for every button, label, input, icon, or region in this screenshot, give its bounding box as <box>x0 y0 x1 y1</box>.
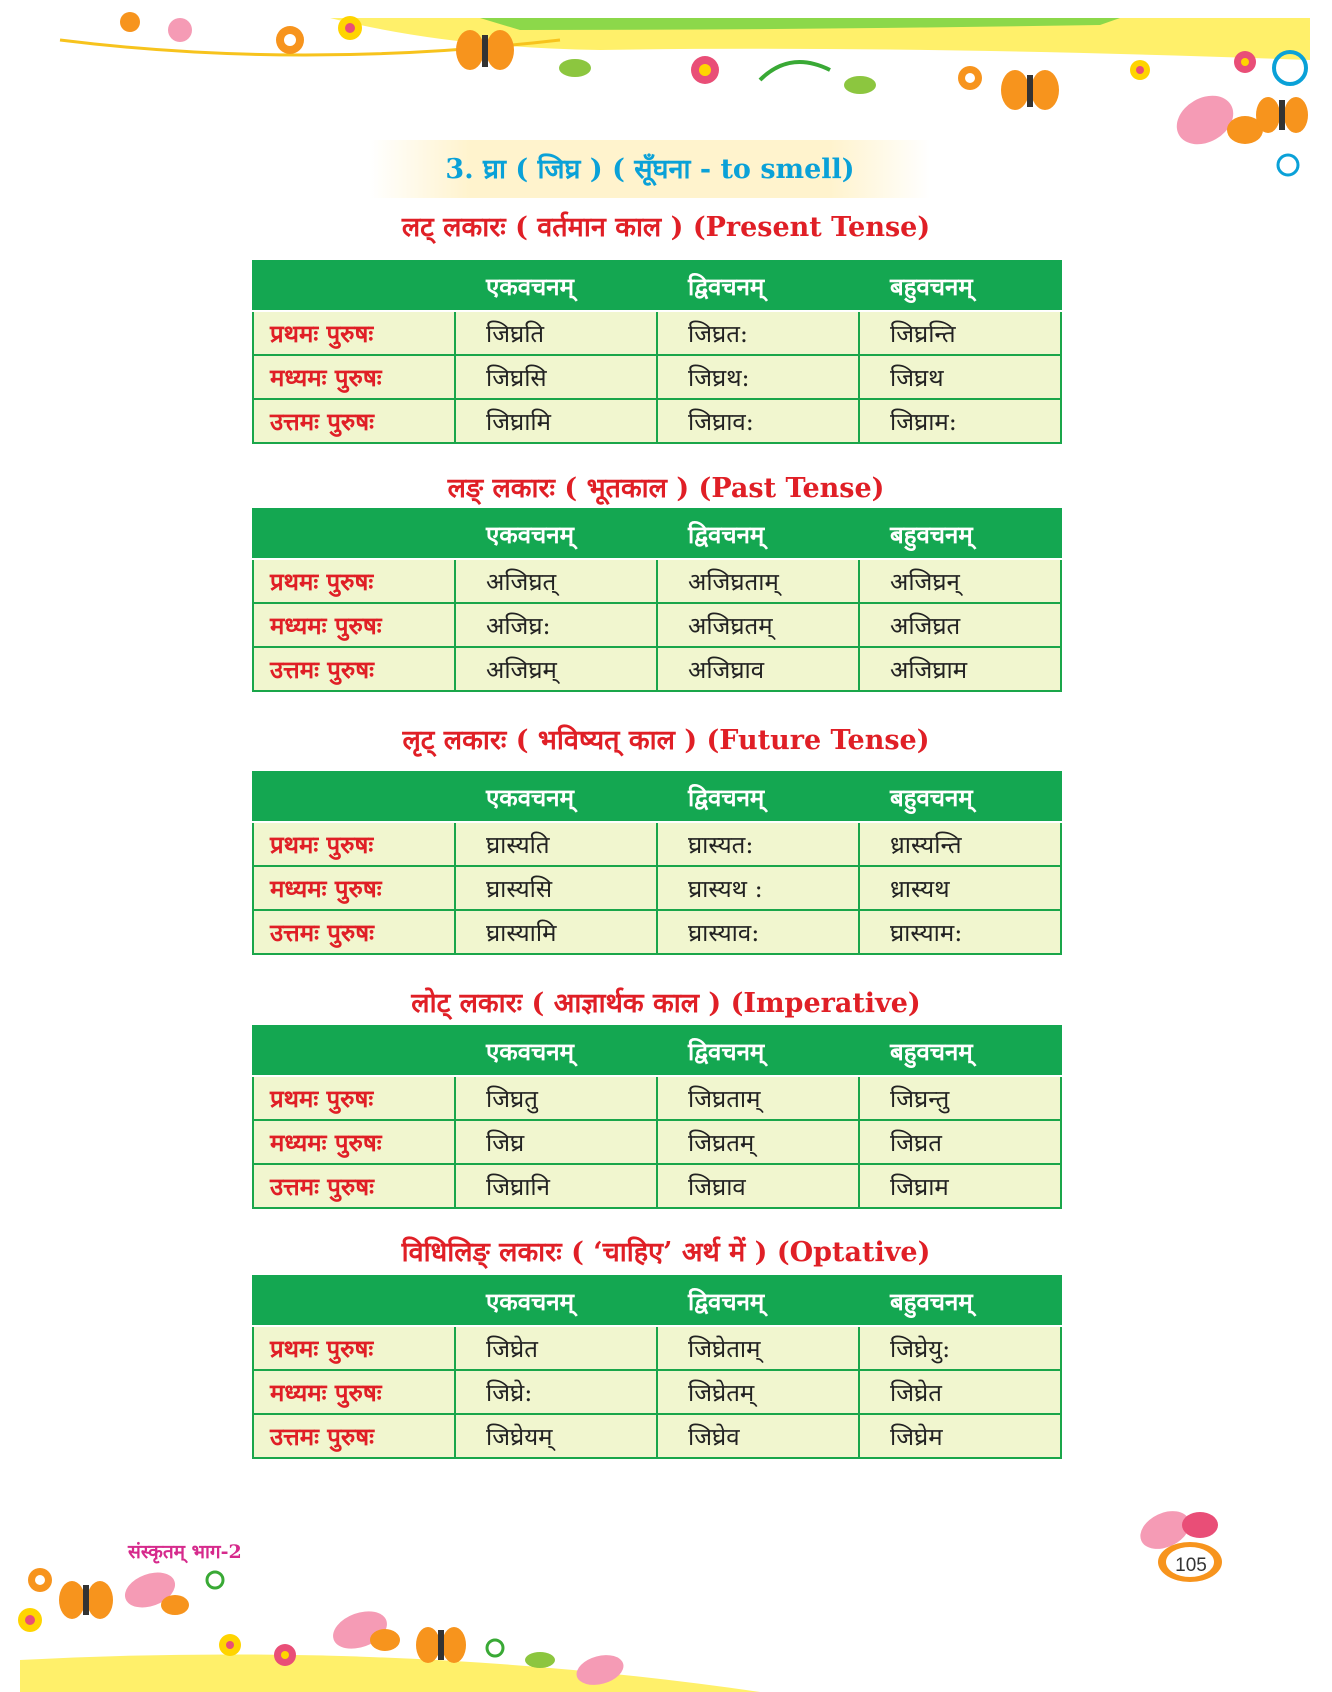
table-cell: अजिघ्रतम् <box>657 603 859 647</box>
person-label: प्रथमः पुरुषः <box>253 1326 455 1370</box>
header-cell <box>253 772 455 822</box>
table-cell: जिघ्रेयु: <box>859 1326 1061 1370</box>
table-cell: घ्रास्यसि <box>455 866 657 910</box>
table-cell: घ्रास्यथ : <box>657 866 859 910</box>
flower-icon <box>120 12 192 42</box>
table-row <box>253 311 1061 355</box>
heart-petals-icon <box>120 1566 189 1615</box>
person-label: मध्यमः पुरुषः <box>253 866 455 910</box>
table-cell: अजिघ्राम <box>859 647 1061 691</box>
table-row <box>253 1164 1061 1208</box>
header-cell <box>253 1276 455 1326</box>
table-cell: अजिघ्रत् <box>455 559 657 603</box>
section-heading-present: लट् लकारः ( वर्तमान काल ) (Present Tense) <box>401 212 931 243</box>
book-title: संस्कृतम् भाग-2 <box>128 1541 242 1563</box>
header-cell: एकवचनम् <box>455 261 657 311</box>
table-cell: जिघ्रत: <box>657 311 859 355</box>
table-cell: अजिघ्रताम् <box>657 559 859 603</box>
butterfly-icon <box>1001 70 1059 110</box>
table-header-row <box>253 772 1061 822</box>
table-cell: जिघ्र <box>455 1120 657 1164</box>
table-cell: जिघ्रेयम् <box>455 1414 657 1458</box>
person-label: उत्तमः पुरुषः <box>253 1414 455 1458</box>
butterfly-icon <box>59 1581 113 1619</box>
section-heading-imperative: लोट् लकारः ( आज्ञार्थक काल ) (Imperative) <box>411 988 921 1019</box>
table-cell: घ्रास्यामि <box>455 910 657 954</box>
conjugation-table-future <box>252 771 1062 955</box>
table-cell: ध्रास्यन्ति <box>859 822 1061 866</box>
header-cell: बहुवचनम् <box>859 772 1061 822</box>
table-row <box>253 399 1061 443</box>
header-cell: द्विवचनम् <box>657 509 859 559</box>
conjugation-table-past <box>252 508 1062 692</box>
table-cell: अजिघ्रत <box>859 603 1061 647</box>
heart-petals-icon <box>328 1604 400 1655</box>
header-cell: एकवचनम् <box>455 509 657 559</box>
table-cell: घ्रास्यत: <box>657 822 859 866</box>
table-header-row <box>253 261 1061 311</box>
table-cell: जिघ्रथ: <box>657 355 859 399</box>
table-cell: जिघ्रतम् <box>657 1120 859 1164</box>
table-header-row <box>253 1026 1061 1076</box>
table-row <box>253 603 1061 647</box>
butterfly-icon <box>1256 97 1308 133</box>
page-title: 3. घ्रा ( जिघ्र ) ( सूँघना - to smell) <box>445 154 855 185</box>
person-label: मध्यमः पुरुषः <box>253 603 455 647</box>
butterfly-icon <box>416 1627 466 1663</box>
table-row <box>253 1076 1061 1120</box>
header-cell <box>253 1026 455 1076</box>
person-label: प्रथमः पुरुषः <box>253 1076 455 1120</box>
table-cell: जिघ्राव <box>657 1164 859 1208</box>
header-cell: बहुवचनम् <box>859 1276 1061 1326</box>
flower-icon <box>691 56 719 84</box>
conjugation-table-imperative <box>252 1025 1062 1209</box>
header-cell: बहुवचनम् <box>859 509 1061 559</box>
heart-petals-icon <box>1168 86 1263 154</box>
person-label: मध्यमः पुरुषः <box>253 1370 455 1414</box>
person-label: मध्यमः पुरुषः <box>253 1120 455 1164</box>
section-heading-past: लङ् लकारः ( भूतकाल ) (Past Tense) <box>447 473 885 504</box>
conjugation-table-optative <box>252 1275 1062 1459</box>
person-label: उत्तमः पुरुषः <box>253 910 455 954</box>
flower-icon <box>338 16 362 40</box>
table-cell: जिघ्रेताम् <box>657 1326 859 1370</box>
header-cell: एकवचनम् <box>455 1276 657 1326</box>
section-heading-optative: विधिलिङ् लकारः ( ‘चाहिए’ अर्थ में ) (Optative) <box>401 1237 931 1268</box>
table-cell: जिघ्रेव <box>657 1414 859 1458</box>
leaf-icon <box>525 1652 555 1668</box>
table-cell: जिघ्रत <box>859 1120 1061 1164</box>
table-cell: जिघ्रतु <box>455 1076 657 1120</box>
table-cell: जिघ्रेतम् <box>657 1370 859 1414</box>
person-label: प्रथमः पुरुषः <box>253 559 455 603</box>
table-cell: ध्रास्यथ <box>859 866 1061 910</box>
section-heading-future: लृट् लकारः ( भविष्यत् काल ) (Future Tense) <box>402 725 930 756</box>
flower-icon <box>1130 60 1150 80</box>
table-row <box>253 355 1061 399</box>
table-row <box>253 559 1061 603</box>
table-cell: घ्रास्याम: <box>859 910 1061 954</box>
table-cell: जिघ्राम <box>859 1164 1061 1208</box>
header-cell: द्विवचनम् <box>657 1276 859 1326</box>
person-label: प्रथमः पुरुषः <box>253 822 455 866</box>
person-label: उत्तमः पुरुषः <box>253 1164 455 1208</box>
butterfly-icon <box>456 30 514 70</box>
table-cell: जिघ्राम: <box>859 399 1061 443</box>
table-cell: जिघ्रानि <box>455 1164 657 1208</box>
leaf-icon <box>844 76 876 94</box>
header-cell <box>253 261 455 311</box>
flower-icon <box>958 66 982 90</box>
table-row <box>253 1120 1061 1164</box>
leaf-icon <box>559 59 591 77</box>
table-cell: अजिघ्राव <box>657 647 859 691</box>
title-banner <box>370 140 930 198</box>
person-label: मध्यमः पुरुषः <box>253 355 455 399</box>
table-cell: घ्रास्यति <box>455 822 657 866</box>
person-label: प्रथमः पुरुषः <box>253 311 455 355</box>
header-cell: द्विवचनम् <box>657 1026 859 1076</box>
table-row <box>253 822 1061 866</box>
table-row <box>253 1370 1061 1414</box>
table-row <box>253 647 1061 691</box>
table-header-row <box>253 509 1061 559</box>
table-cell: जिघ्रे: <box>455 1370 657 1414</box>
table-cell: जिघ्रामि <box>455 399 657 443</box>
table-cell: जिघ्रेम <box>859 1414 1061 1458</box>
table-cell: जिघ्रेत <box>859 1370 1061 1414</box>
header-cell: बहुवचनम् <box>859 261 1061 311</box>
person-label: उत्तमः पुरुषः <box>253 399 455 443</box>
table-cell: जिघ्रन्तु <box>859 1076 1061 1120</box>
table-cell: जिघ्रति <box>455 311 657 355</box>
header-cell: द्विवचनम् <box>657 261 859 311</box>
table-cell: जिघ्रन्ति <box>859 311 1061 355</box>
flower-icon <box>1234 51 1256 73</box>
table-cell: जिघ्रसि <box>455 355 657 399</box>
table-cell: अजिघ्रन् <box>859 559 1061 603</box>
page-number: 105 <box>1175 1555 1207 1576</box>
swirl-icon <box>760 62 830 80</box>
table-cell: अजिघ्रम् <box>455 647 657 691</box>
table-cell: जिघ्रेत <box>455 1326 657 1370</box>
table-row <box>253 910 1061 954</box>
flower-icon <box>276 26 304 54</box>
table-row <box>253 1326 1061 1370</box>
table-header-row <box>253 1276 1061 1326</box>
table-cell: अजिघ्र: <box>455 603 657 647</box>
table-row <box>253 866 1061 910</box>
header-cell: एकवचनम् <box>455 772 657 822</box>
header-cell: बहुवचनम् <box>859 1026 1061 1076</box>
header-cell: एकवचनम् <box>455 1026 657 1076</box>
table-cell: जिघ्राव: <box>657 399 859 443</box>
header-cell <box>253 509 455 559</box>
bottom-floral-border <box>0 1560 1332 1692</box>
person-label: उत्तमः पुरुषः <box>253 647 455 691</box>
table-cell: जिघ्रथ <box>859 355 1061 399</box>
conjugation-table-present <box>252 260 1062 444</box>
table-cell: जिघ्रताम् <box>657 1076 859 1120</box>
header-cell: द्विवचनम् <box>657 772 859 822</box>
flower-icon <box>18 1568 52 1632</box>
table-row <box>253 1414 1061 1458</box>
table-cell: घ्रास्याव: <box>657 910 859 954</box>
